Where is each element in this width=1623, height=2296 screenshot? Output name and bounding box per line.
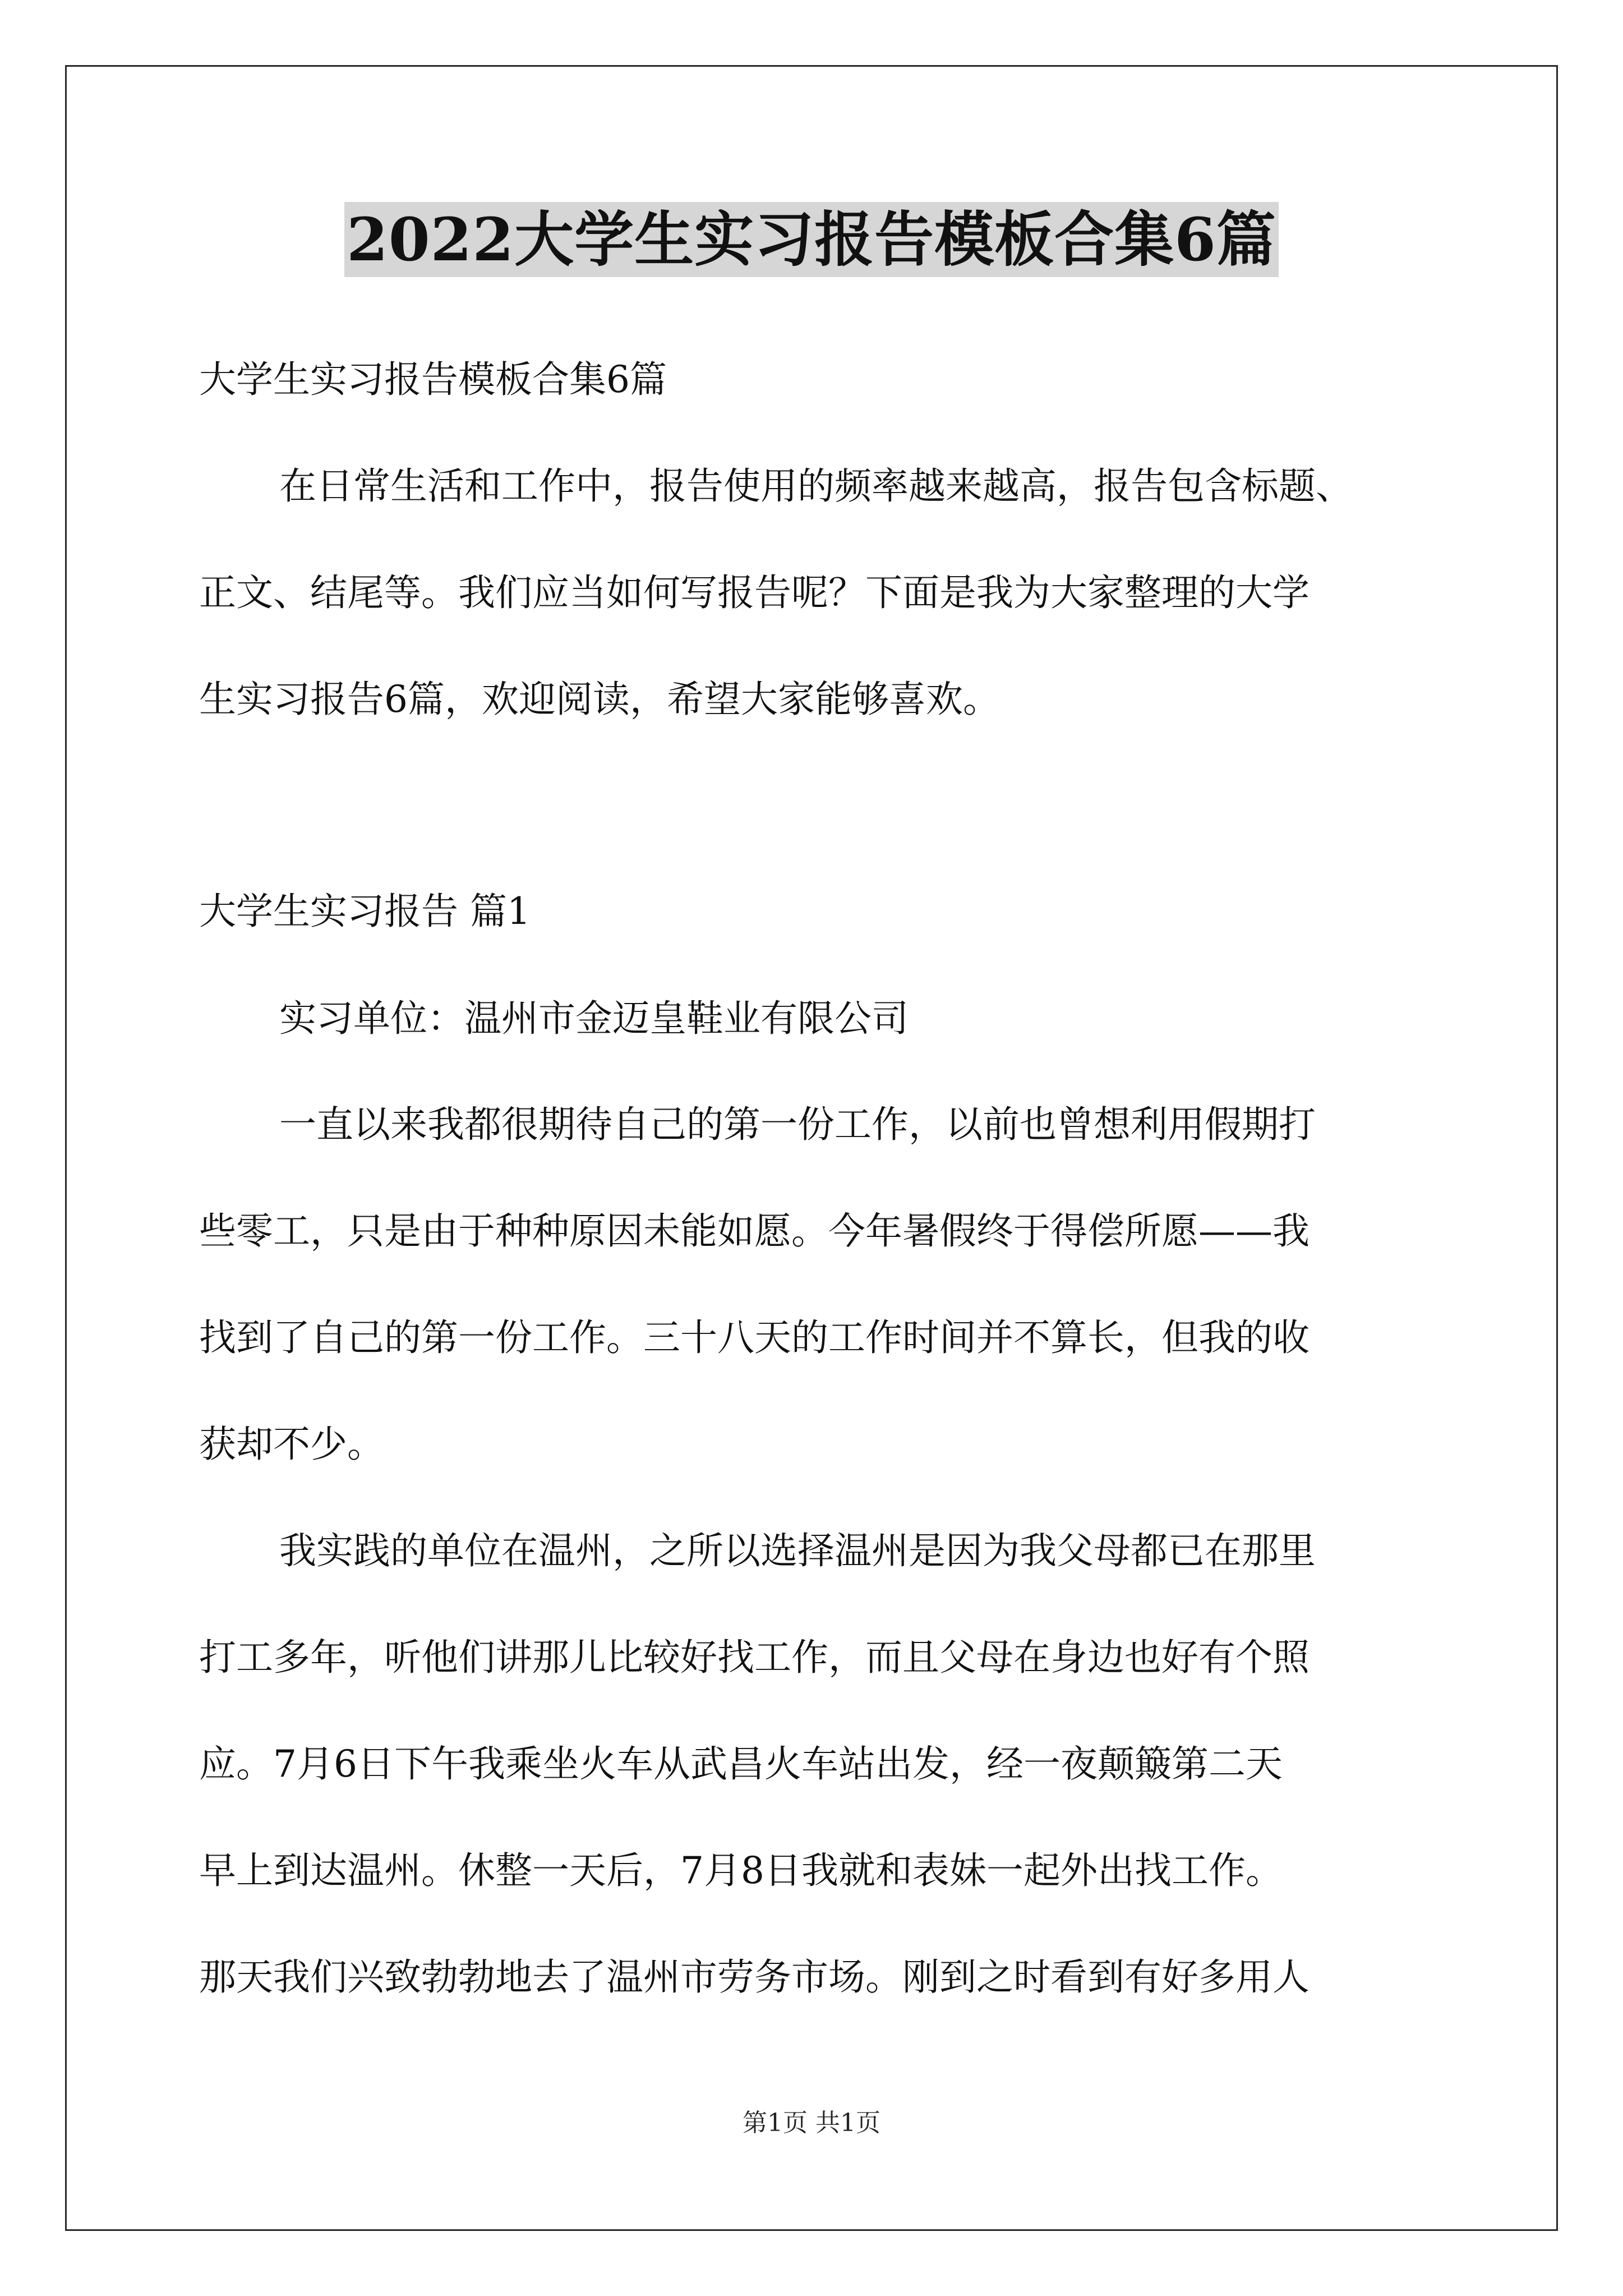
intro-line: 在日常生活和工作中，报告使用的频率越来越高，报告包含标题、 [279, 464, 1353, 508]
document-subtitle: 大学生实习报告模板合集6篇 [199, 358, 667, 401]
paragraph-line: 获却不少。 [199, 1423, 384, 1466]
document-title [0, 202, 1623, 277]
intro-line: 生实习报告6篇，欢迎阅读，希望大家能够喜欢。 [199, 678, 1000, 721]
paragraph-line: 打工多年，听他们讲那儿比较好找工作，而且父母在身边也好有个照 [199, 1636, 1310, 1679]
paragraph-line: 那天我们兴致勃勃地去了温州市劳务市场。刚到之时看到有好多用人 [199, 1955, 1310, 1999]
intro-line: 正文、结尾等。我们应当如何写报告呢？下面是我为大家整理的大学 [199, 571, 1310, 614]
unit-line: 实习单位：温州市金迈皇鞋业有限公司 [279, 997, 909, 1040]
paragraph-line: 早上到达温州。休整一天后，7月8日我就和表妹一起外出找工作。 [199, 1849, 1283, 1892]
paragraph-line: 找到了自己的第一份工作。三十八天的工作时间并不算长，但我的收 [199, 1316, 1310, 1359]
paragraph-line: 应。7月6日下午我乘坐火车从武昌火车站出发，经一夜颠簸第二天 [199, 1742, 1283, 1786]
page-footer: 第1页 共1页 [743, 2109, 880, 2137]
paragraph-line: 一直以来我都很期待自己的第一份工作，以前也曾想利用假期打 [279, 1103, 1316, 1146]
document-title-text: 2022大学生实习报告模板合集6篇 [344, 202, 1279, 277]
section-heading: 大学生实习报告 篇1 [199, 890, 531, 933]
paragraph-line: 些零工，只是由于种种原因未能如愿。今年暑假终于得偿所愿——我 [199, 1209, 1310, 1253]
paragraph-line: 我实践的单位在温州，之所以选择温州是因为我父母都已在那里 [279, 1529, 1316, 1572]
